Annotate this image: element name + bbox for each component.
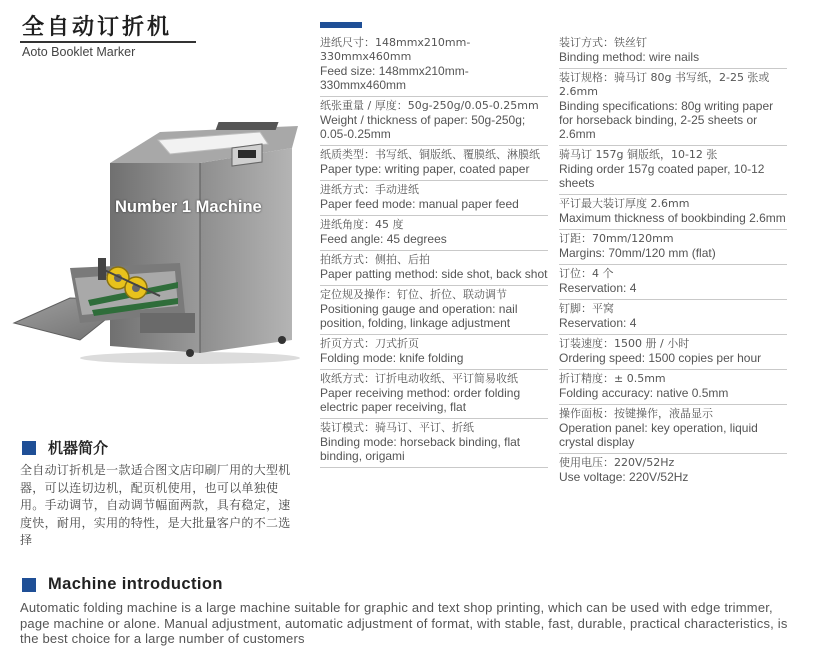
spec-cn: 装订规格：骑马订 80g 书写纸，2-25 张或 2.6mm bbox=[559, 71, 770, 98]
spec-en: Binding method: wire nails bbox=[559, 50, 700, 64]
section-heading-cn bbox=[22, 437, 108, 458]
spec-item bbox=[559, 34, 787, 69]
spec-item bbox=[320, 370, 548, 419]
spec-cn: 使用电压：220V/52Hz bbox=[559, 456, 675, 469]
spec-en: Operation panel: key operation, liquid crystal display bbox=[559, 421, 758, 449]
spec-cn: 纸质类型：书写纸、铜版纸、覆膜纸、淋膜纸 bbox=[320, 148, 540, 161]
spec-en: Margins: 70mm/120 mm (flat) bbox=[559, 246, 716, 260]
spec-cn: 定位规及操作：钉位、折位、联动调节 bbox=[320, 288, 507, 301]
spec-cn: 折订精度：± 0.5mm bbox=[559, 372, 666, 385]
spec-cn: 折页方式：刀式折页 bbox=[320, 337, 419, 350]
spec-cn: 拍纸方式：侧拍、后拍 bbox=[320, 253, 430, 266]
spec-cn: 收纸方式：订折电动收纸、平订简易收纸 bbox=[320, 372, 518, 385]
spec-en: Maximum thickness of bookbinding 2.6mm bbox=[559, 211, 786, 225]
spec-column-left bbox=[320, 34, 548, 468]
spec-cn: 平订最大装订厚度 2.6mm bbox=[559, 197, 690, 210]
spec-item bbox=[320, 146, 548, 181]
spec-item bbox=[559, 146, 787, 195]
spec-en: Paper type: writing paper, coated paper bbox=[320, 162, 530, 176]
spec-en: Folding mode: knife folding bbox=[320, 351, 464, 365]
spec-en: Paper receiving method: order folding electric paper receiving, flat bbox=[320, 386, 521, 414]
spec-item bbox=[559, 195, 787, 230]
spec-en: Paper patting method: side shot, back shot bbox=[320, 267, 548, 281]
spec-item bbox=[320, 251, 548, 286]
spec-item bbox=[320, 216, 548, 251]
title-underline bbox=[20, 41, 196, 43]
spec-cn: 纸张重量 / 厚度：50g-250g/0.05-0.25mm bbox=[320, 99, 539, 112]
heading-square-icon bbox=[22, 441, 36, 455]
spec-item bbox=[559, 69, 787, 146]
machine-caption: Number 1 Machine bbox=[115, 198, 262, 216]
spec-cn: 订位：4 个 bbox=[559, 267, 614, 280]
spec-en: Ordering speed: 1500 copies per hour bbox=[559, 351, 762, 365]
spec-cn: 装订模式：骑马订、平订、折纸 bbox=[320, 421, 474, 434]
spec-item bbox=[320, 34, 548, 97]
spec-en: Feed size: 148mmx210mm-330mmx460mm bbox=[320, 64, 469, 92]
spec-column-right bbox=[559, 34, 787, 488]
spec-en: Folding accuracy: native 0.5mm bbox=[559, 386, 729, 400]
spec-en: Reservation: 4 bbox=[559, 316, 637, 330]
spec-en: Binding mode: horseback binding, flat binding, origami bbox=[320, 435, 521, 463]
spec-en: Paper feed mode: manual paper feed bbox=[320, 197, 519, 211]
spec-item bbox=[320, 419, 548, 468]
section-heading-label: Machine introduction bbox=[48, 575, 223, 593]
spec-en: Positioning gauge and operation: nail position, folding, linkage adjustment bbox=[320, 302, 518, 330]
spec-item bbox=[320, 97, 548, 146]
spec-en: Reservation: 4 bbox=[559, 281, 637, 295]
heading-square-icon bbox=[22, 578, 36, 592]
section-heading-label: 机器简介 bbox=[48, 439, 109, 457]
spec-cn: 订装速度：1500 册 / 小时 bbox=[559, 337, 690, 350]
spec-cn: 进纸方式：手动进纸 bbox=[320, 183, 419, 196]
spec-cn: 钉脚：平窝 bbox=[559, 302, 614, 315]
spec-en: Weight / thickness of paper: 50g-250g; 0.05-0.25mm bbox=[320, 113, 526, 141]
intro-text-en: Automatic folding machine is a large machine suitable for graphic and text shop printing, which can be used with edge trimmer, page machine or alone. Manual adjustment, automatic adjustment of format, with stable, fast, durable, practical characteristics, is the best choice for a large number of customers bbox=[20, 600, 788, 646]
spec-en: Binding specifications: 80g writing paper for horseback binding, 2-25 sheets or 2.6mm bbox=[559, 99, 774, 141]
page-title-en: Aoto Booklet Marker bbox=[22, 45, 136, 59]
spec-cn: 进纸尺寸：148mmx210mm-330mmx460mm bbox=[320, 36, 471, 63]
spec-en: Riding order 157g coated paper, 10-12 sheets bbox=[559, 162, 765, 190]
intro-text-cn: 全自动订折机是一款适合图文店印刷厂用的大型机器，可以连切边机，配页机使用，也可以单独使用。手动调节，自动调节幅面两款，具有稳定，速度快，耐用，实用的特性，是大批量客户的不二选择 bbox=[20, 463, 291, 548]
machine-illustration bbox=[10, 118, 310, 368]
section-heading-en bbox=[22, 575, 223, 594]
spec-accent-bar bbox=[320, 22, 362, 28]
spec-cn: 操作面板：按键操作，液晶显示 bbox=[559, 407, 713, 420]
spec-cn: 骑马订 157g 铜版纸，10-12 张 bbox=[559, 148, 718, 161]
spec-item bbox=[320, 335, 548, 370]
spec-item bbox=[559, 300, 787, 335]
page-title-cn: 全自动订折机 bbox=[22, 15, 173, 40]
spec-item bbox=[559, 405, 787, 454]
spec-item bbox=[320, 181, 548, 216]
spec-item bbox=[559, 335, 787, 370]
spec-item bbox=[559, 265, 787, 300]
spec-item bbox=[559, 454, 787, 488]
spec-item bbox=[559, 370, 787, 405]
spec-en: Use voltage: 220V/52Hz bbox=[559, 470, 689, 484]
spec-item bbox=[320, 286, 548, 335]
spec-cn: 进纸角度：45 度 bbox=[320, 218, 404, 231]
spec-cn: 订距：70mm/120mm bbox=[559, 232, 674, 245]
spec-en: Feed angle: 45 degrees bbox=[320, 232, 447, 246]
spec-item bbox=[559, 230, 787, 265]
spec-cn: 装订方式：铁丝钉 bbox=[559, 36, 647, 49]
